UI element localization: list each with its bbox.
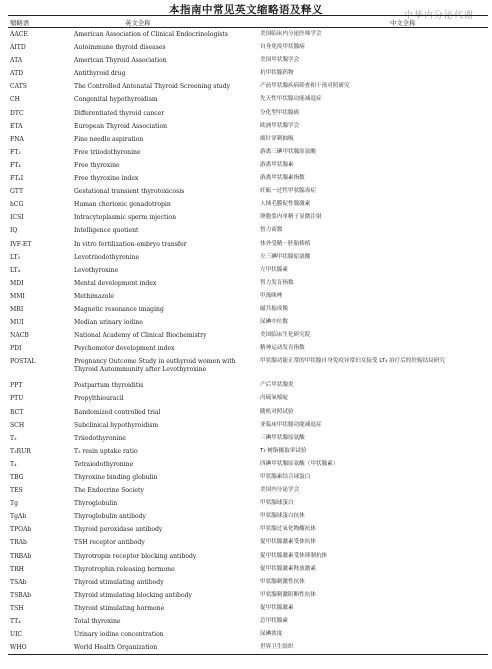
table-row: [8, 251, 488, 264]
table-body: [8, 28, 488, 654]
english-name-cell: Thyroid peroxidase antibody: [74, 526, 163, 534]
english-name-cell: Randomized controlled trial: [74, 408, 161, 416]
chinese-name-cell: 精神运动发育指数: [260, 345, 305, 352]
english-name-cell: Thyroid stimulating antibody: [74, 578, 164, 586]
english-name-cell: Median urinary iodine: [74, 319, 143, 327]
english-name-cell: Gestational transient thyrotoxicosis: [74, 188, 185, 196]
table-row: [8, 379, 488, 392]
abbreviation-cell: IQ: [10, 227, 18, 235]
table-row: [8, 80, 488, 93]
table-row: [8, 342, 488, 355]
chinese-name-cell: 亚临床甲状腺功能减退症: [260, 421, 322, 428]
english-name-cell: Thyrotropin receptor blocking antibody: [74, 552, 197, 560]
english-name-cell: The Controlled Antenatal Thyroid Screening study: [74, 83, 231, 91]
abbreviation-cell: FNA: [10, 135, 24, 143]
chinese-name-cell: 欧洲甲状腺学会: [260, 122, 300, 129]
english-name-cell: The Endocrine Society: [74, 487, 144, 495]
chinese-name-cell: 尿碘浓度: [260, 631, 283, 638]
chinese-name-cell: 随机对照试验: [260, 408, 294, 415]
english-name-cell: Free thyroxine index: [74, 175, 139, 183]
table-row: [8, 185, 488, 198]
chinese-name-cell: 美国甲状腺学会: [260, 57, 300, 64]
table-row: [8, 576, 488, 589]
chinese-name-cell: 尿碘中位数: [260, 319, 288, 326]
abbreviation-cell: ETA: [10, 122, 23, 130]
abbreviation-cell: RCT: [10, 408, 24, 416]
abbreviation-cell: TES: [10, 487, 23, 495]
chinese-name-cell: 产后甲状腺炎: [260, 382, 294, 389]
chinese-name-cell: 产前甲状腺疾病筛查和干预对照研究: [260, 83, 350, 90]
chinese-name-cell: 甲状腺过氧化物酶抗体: [260, 526, 316, 533]
english-name-cell: Intracytoplasmic sperm injection: [74, 214, 177, 222]
abbreviation-cell: CH: [10, 96, 20, 104]
abbreviation-cell: MMI: [10, 292, 25, 300]
table-row: [8, 93, 488, 106]
english-name-cell: Propylthiouracil: [74, 395, 124, 403]
table-row: [8, 615, 488, 628]
chinese-name-cell: 左甲状腺素: [260, 266, 288, 273]
english-name-cell: Pregnancy Outcome Study in euthyroid women with Thyroid Autoimmunity after Levothyroxine: [74, 358, 236, 373]
chinese-name-cell: 人绒毛膜促性腺激素: [260, 201, 311, 208]
english-name-cell: Magnetic resonance imaging: [74, 305, 164, 313]
chinese-name-cell: 卵胞浆内单精子显微注射: [260, 214, 322, 221]
abbreviation-cell: hCG: [10, 201, 24, 209]
chinese-name-cell: 游离三碘甲状腺原氨酸: [260, 148, 316, 155]
table-row: [8, 28, 488, 41]
abbreviation-cell: PDI: [10, 345, 22, 353]
abbreviation-cell: CATS: [10, 83, 27, 91]
english-name-cell: T₃ resin uptake ratio: [74, 447, 138, 455]
chinese-name-cell: 细针穿刺抽吸: [260, 135, 294, 142]
chinese-name-cell: 美国临床生化研究院: [260, 332, 311, 339]
english-name-cell: Triiodothyronine: [74, 434, 126, 442]
abbreviation-cell: FT₃: [10, 148, 21, 156]
chinese-name-cell: 分化型甲状腺癌: [260, 109, 300, 116]
english-name-cell: Urinary iodine concentration: [74, 631, 164, 639]
english-name-cell: Total thyroxine: [74, 618, 121, 626]
abbreviation-cell: PPT: [10, 382, 23, 390]
chinese-name-cell: 左三碘甲状腺原氨酸: [260, 253, 311, 260]
table-row: [8, 172, 488, 185]
table-row: [8, 589, 488, 602]
abbreviation-cell: AITD: [10, 44, 26, 52]
table-row: [8, 264, 488, 277]
chinese-name-cell: 自身免疫甲状腺病: [260, 44, 305, 51]
table-row: [8, 432, 488, 445]
abbreviation-cell: TPOAb: [10, 526, 32, 534]
table-row: [8, 602, 488, 615]
chinese-name-cell: 妊娠一过性甲状腺毒症: [260, 188, 316, 195]
abbreviation-cell: LT₃: [10, 253, 21, 261]
table-row: [8, 146, 488, 159]
chinese-name-cell: 游离甲状腺素指数: [260, 175, 305, 182]
english-name-cell: Methimazole: [74, 292, 115, 300]
table-row: [8, 316, 488, 329]
english-name-cell: Subclinical hypothyroidism: [74, 421, 159, 429]
abbreviation-cell: T₄: [10, 460, 17, 468]
page-title: 本指南中常见英文缩略语及释义: [169, 4, 323, 16]
abbreviation-cell: TRH: [10, 565, 24, 573]
chinese-name-cell: 促甲状腺激素释放激素: [260, 565, 316, 572]
table-row: [8, 392, 488, 405]
english-name-cell: Levothyroxine: [74, 266, 119, 274]
english-name-cell: American Association of Clinical Endocrinologists: [74, 31, 229, 38]
english-name-cell: American Thyroid Association: [74, 57, 167, 65]
table-row: [8, 484, 488, 497]
abbreviation-cell: ATD: [10, 70, 24, 78]
english-name-cell: Mental development index: [74, 279, 157, 287]
abbreviation-cell: LT₄: [10, 266, 21, 274]
table-row: [8, 159, 488, 172]
english-name-cell: Antithyroid drug: [74, 70, 126, 78]
chinese-name-cell: 甲状腺功能正常的甲状腺自身免疫异常妇女接受 LT₄ 治疗后的妊娠结局研究: [260, 358, 445, 365]
table-row: [8, 563, 488, 576]
chinese-name-cell: 先天性甲状腺功能减退症: [260, 96, 322, 103]
chinese-name-cell: 甲状腺刺激性抗体: [260, 578, 305, 585]
abbreviation-cell: MRI: [10, 305, 24, 313]
chinese-name-cell: 促甲状腺激素受体抗体: [260, 539, 316, 546]
table-row: [8, 198, 488, 211]
table-row: [8, 550, 488, 563]
table-row: [8, 133, 488, 146]
english-name-cell: Postpartum thyroiditis: [74, 382, 144, 390]
chinese-name-cell: 促甲状腺激素: [260, 604, 294, 611]
abbreviation-cell: T₃: [10, 434, 17, 442]
table-row: [8, 355, 488, 379]
english-name-cell: Tetraiodothyronine: [74, 460, 134, 468]
abbreviation-cell: TBG: [10, 474, 24, 481]
abbreviation-cell: SCH: [10, 421, 25, 429]
table-row: [8, 120, 488, 133]
table-row: [8, 419, 488, 432]
table-row: [8, 54, 488, 67]
chinese-name-cell: 美国内分泌学会: [260, 487, 300, 494]
english-name-cell: Psychomotor development index: [74, 345, 175, 353]
table-row: [8, 224, 488, 237]
chinese-name-cell: 三碘甲状腺原氨酸: [260, 434, 305, 441]
chinese-name-cell: 世界卫生组织: [260, 644, 294, 651]
table-row: [8, 41, 488, 54]
english-name-cell: TSH receptor antibody: [74, 539, 145, 547]
abbreviation-cell: TRBAb: [10, 552, 32, 560]
abbreviation-cell: Tg: [10, 500, 18, 508]
abbreviation-cell: MUI: [10, 319, 24, 327]
table-row: [8, 536, 488, 549]
abbreviation-cell: UIC: [10, 631, 23, 639]
abbreviation-cell: TgAb: [10, 513, 27, 521]
header-abbreviation: 缩略语: [10, 19, 30, 27]
chinese-name-cell: 智力发育指数: [260, 279, 294, 286]
chinese-name-cell: 美国临床内分泌医师学会: [260, 31, 322, 37]
table-row: [8, 238, 488, 251]
abbreviation-cell: MDI: [10, 279, 24, 287]
chinese-name-cell: 丙硫氧嘧啶: [260, 395, 288, 402]
english-name-cell: Levotriiodothyronine: [74, 253, 140, 261]
table-row: [8, 303, 488, 316]
english-name-cell: Free thyroxine: [74, 161, 120, 169]
english-name-cell: Thyroxine binding globulin: [74, 474, 158, 481]
abbreviation-cell: T₃RUR: [10, 447, 31, 455]
abbreviation-cell: ATA: [10, 57, 23, 65]
english-name-cell: Fine needle aspiration: [74, 135, 144, 143]
chinese-name-cell: 甲状腺球蛋白抗体: [260, 513, 305, 520]
abbreviation-cell: TT₄: [10, 618, 21, 626]
table-row: [8, 329, 488, 342]
abbreviation-cell: FT₄I: [10, 175, 24, 183]
abbreviation-cell: TSH: [10, 604, 24, 612]
chinese-name-cell: 总甲状腺素: [260, 618, 288, 625]
abbreviation-table: [8, 15, 488, 655]
chinese-name-cell: 甲巯咪唑: [260, 292, 283, 299]
table-row: [8, 211, 488, 224]
chinese-name-cell: 抗甲状腺药物: [260, 70, 294, 77]
english-name-cell: Thyroid stimulating blocking antibody: [74, 591, 192, 599]
abbreviation-cell: AACE: [10, 31, 28, 38]
abbreviation-cell: DTC: [10, 109, 24, 117]
english-name-cell: World Health Organization: [74, 644, 158, 652]
table-row: [8, 458, 488, 471]
abbreviation-cell: WHO: [10, 644, 27, 652]
chinese-name-cell: 游离甲状腺素: [260, 161, 294, 168]
chinese-name-cell: 促甲状腺激素受体抑制抗体: [260, 552, 328, 559]
english-name-cell: European Thyroid Association: [74, 122, 168, 130]
table-row: [8, 523, 488, 536]
table-row: [8, 277, 488, 290]
header-chinese-full-name: 中文全称: [390, 19, 416, 27]
english-name-cell: Intelligence quotient: [74, 227, 139, 235]
table-row: [8, 510, 488, 523]
english-name-cell: Congenital hypothyroidism: [74, 96, 158, 104]
table-row: [8, 471, 488, 484]
watermark: 中华内分泌代谢: [403, 11, 474, 21]
english-name-cell: Human chorionic gonadotropin: [74, 201, 171, 209]
english-name-cell: Thyroglobulin: [74, 500, 118, 508]
table-row: [8, 406, 488, 419]
abbreviation-cell: IVF-ET: [10, 240, 32, 248]
abbreviation-cell: GTT: [10, 188, 24, 196]
abbreviation-cell: TSAb: [10, 578, 27, 586]
abbreviation-cell: NACB: [10, 332, 29, 340]
table-row: [8, 67, 488, 80]
table-row: [8, 290, 488, 303]
abbreviation-cell: TRAb: [10, 539, 27, 547]
abbreviation-cell: ICSI: [10, 214, 24, 222]
english-name-cell: Differentiated thyroid cancer: [74, 109, 165, 117]
english-name-cell: Thyroid stimulating hormone: [74, 604, 165, 612]
table-header: [8, 16, 488, 28]
abbreviation-cell: FT₄: [10, 161, 21, 169]
english-name-cell: Autoimmune thyroid diseases: [74, 44, 166, 52]
abbreviation-cell: TSBAb: [10, 591, 32, 599]
table-row: [8, 641, 488, 654]
english-name-cell: Thyroglobulin antibody: [74, 513, 146, 521]
abbreviation-cell: POSTAL: [10, 358, 36, 366]
header-english-full-name: 英文全称: [125, 19, 151, 27]
english-name-cell: Thyrotrophin releasing hormone: [74, 565, 175, 573]
table-row: [8, 107, 488, 120]
chinese-name-cell: 四碘甲状腺原氨酸（甲状腺素）: [260, 460, 339, 467]
chinese-name-cell: 体外受精－胚胎移植: [260, 240, 311, 247]
chinese-name-cell: 甲状腺球蛋白: [260, 500, 294, 507]
chinese-name-cell: 甲状腺刺激阻断性抗体: [260, 591, 316, 598]
chinese-name-cell: 智力商数: [260, 227, 283, 234]
chinese-name-cell: 磁共振成像: [260, 305, 288, 312]
chinese-name-cell: T₃ 树脂摄取率试验: [260, 447, 307, 454]
english-name-cell: Free triiodothyronine: [74, 148, 141, 156]
table-row: [8, 497, 488, 510]
table-row: [8, 628, 488, 641]
chinese-name-cell: 甲状腺素结合球蛋白: [260, 474, 311, 480]
abbreviation-cell: PTU: [10, 395, 24, 403]
english-name-cell: In vitro fertilization-embryo transfer: [74, 240, 187, 248]
table-row: [8, 445, 488, 458]
english-name-cell: National Academy of Clinical Biochemistry: [74, 332, 207, 340]
